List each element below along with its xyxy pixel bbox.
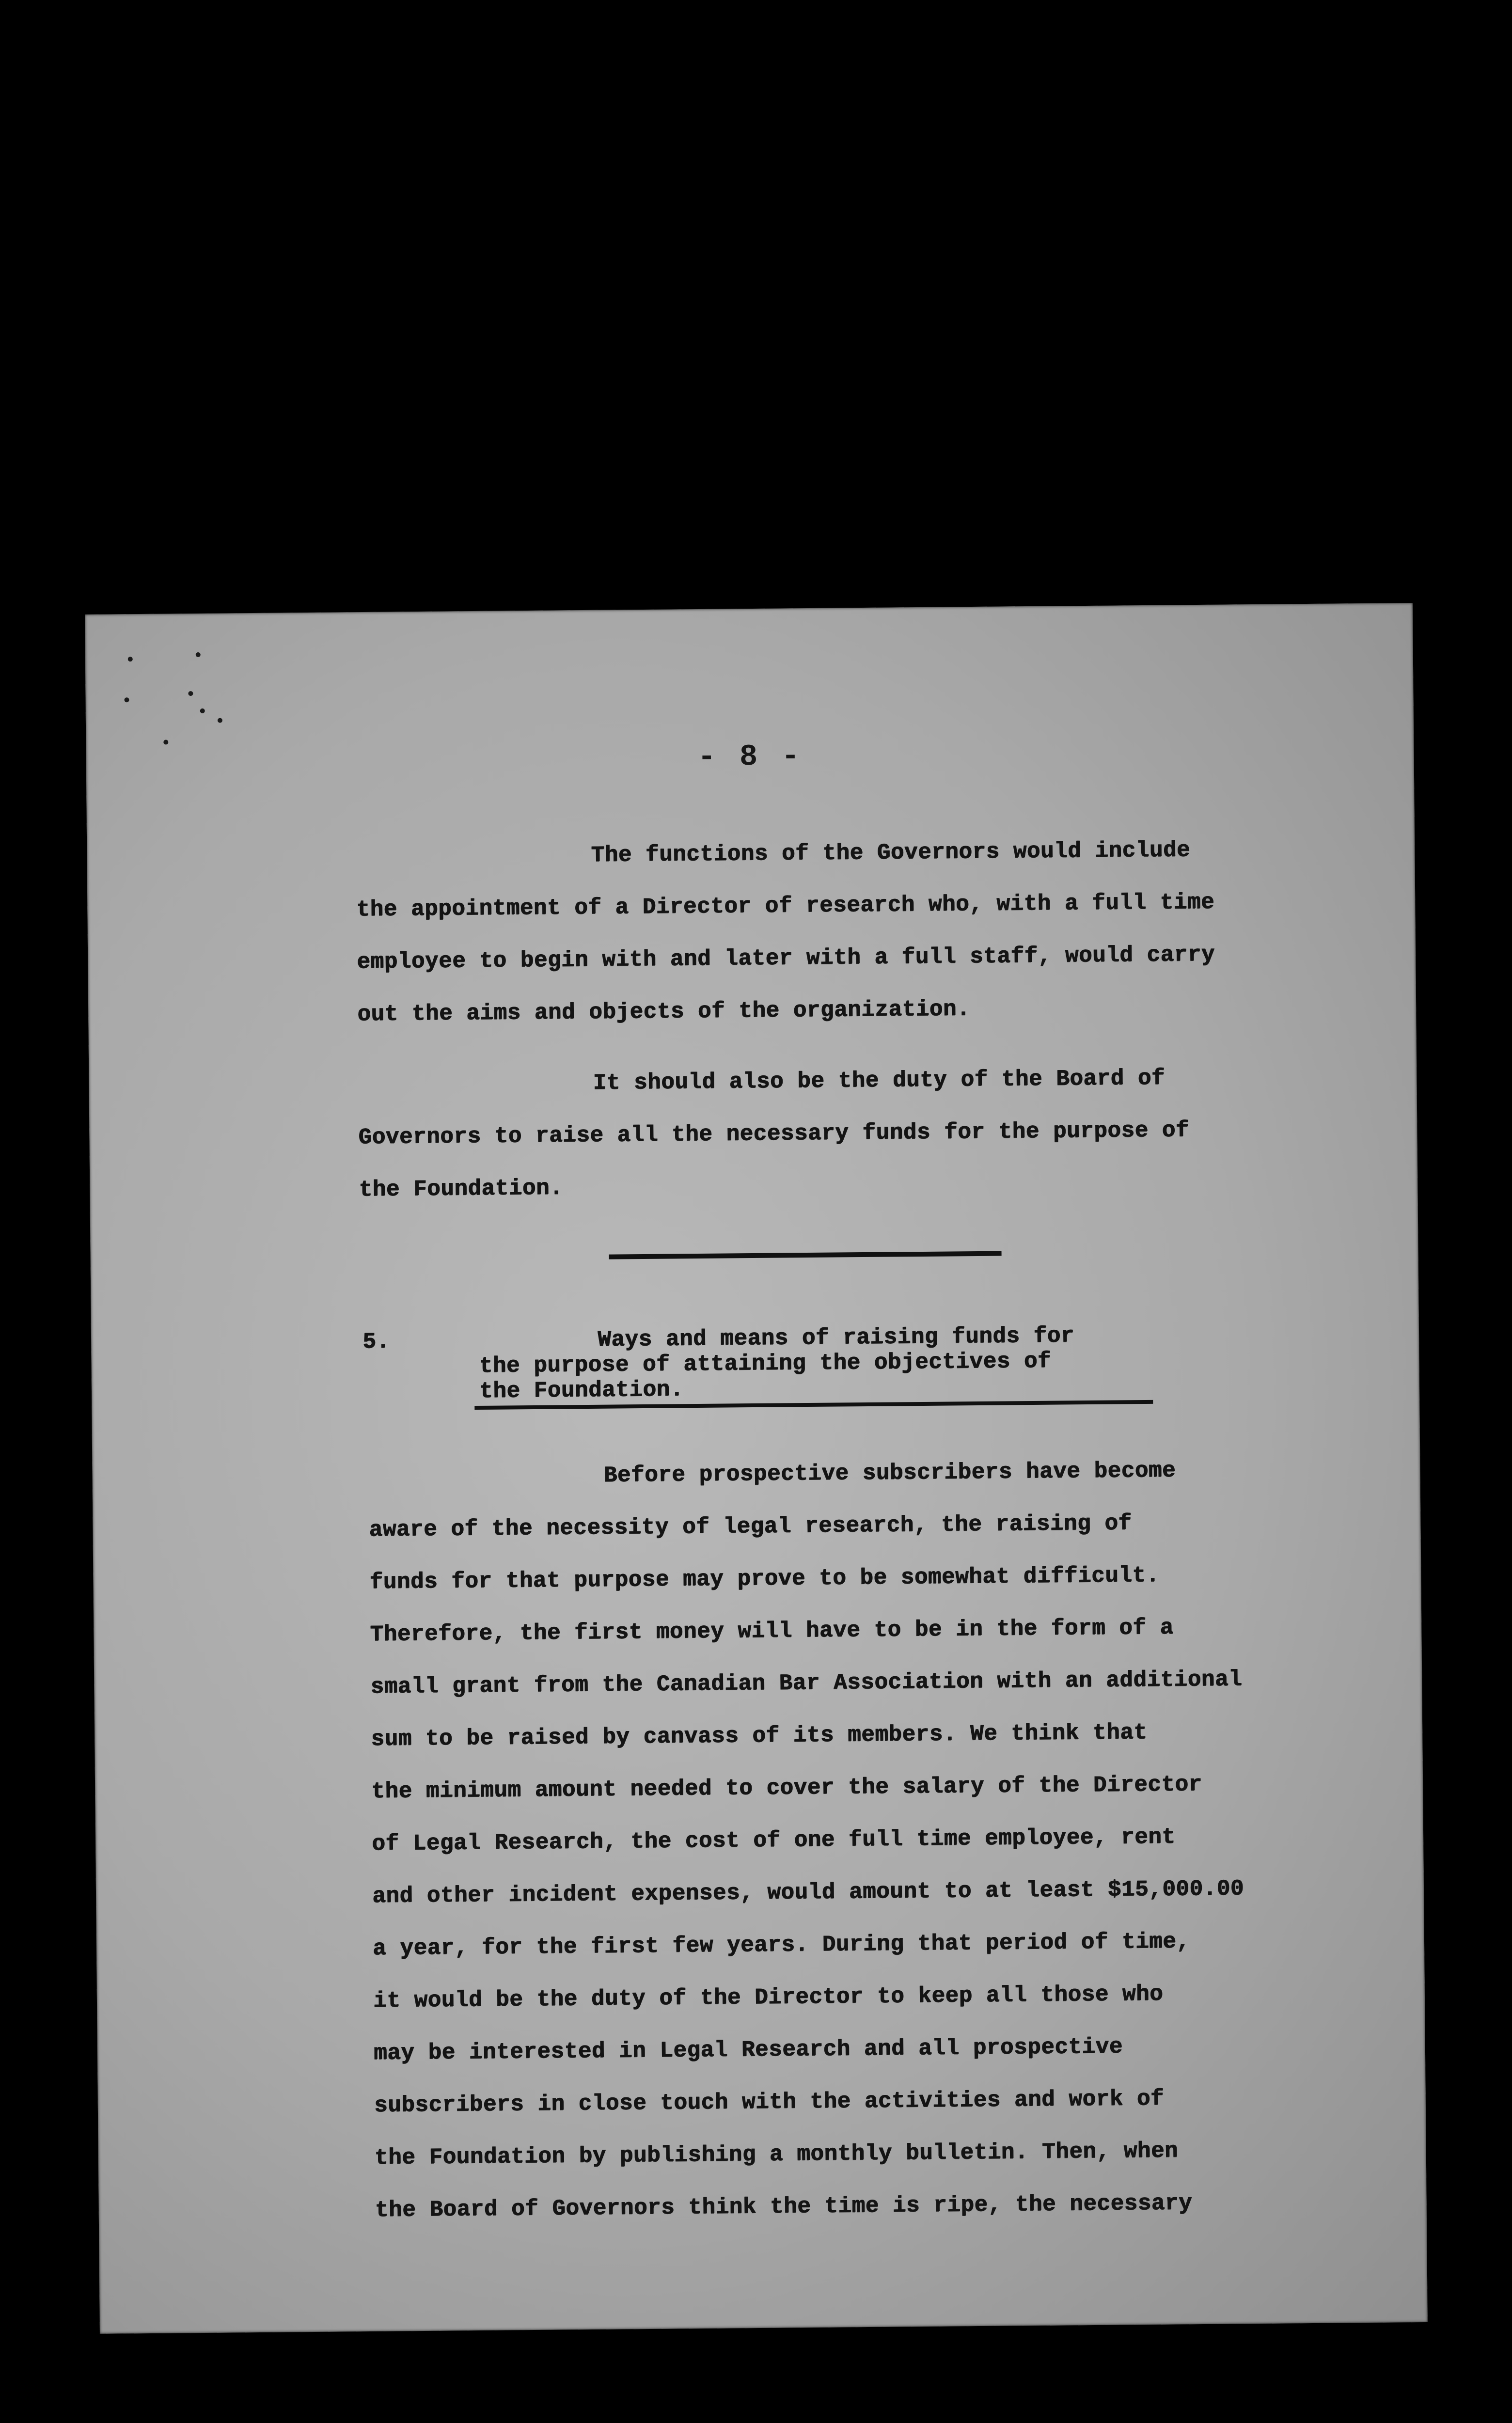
speck: [124, 697, 129, 702]
text-line: Governors to raise all the necessary funds for the purpose of: [358, 1117, 1189, 1150]
text-line: may be interested in Legal Research and all prospective: [373, 2034, 1123, 2066]
text-line: the appointment of a Director of research who, with a full time: [356, 889, 1215, 923]
speck: [200, 708, 205, 713]
page-number: - 8 -: [697, 739, 803, 774]
text-line: It should also be the duty of the Board of: [593, 1065, 1166, 1096]
text-line: The functions of the Governors would include: [591, 837, 1191, 868]
text-line: small grant from the Canadian Bar Association with an additional: [370, 1667, 1243, 1699]
text-line: and other incident expenses, would amount to at least $15,000.00: [372, 1876, 1244, 1909]
heading-line: the Foundation.: [479, 1377, 684, 1404]
text-line: aware of the necessity of legal research, the raising of: [369, 1510, 1132, 1542]
heading-line: Ways and means of raising funds for: [597, 1323, 1074, 1353]
text-line: of Legal Research, the cost of one full time employee, rent: [371, 1824, 1176, 1857]
text-line: subscribers in close touch with the activities and work of: [374, 2086, 1165, 2118]
text-line: sum to be raised by canvass of its members. We think that: [371, 1719, 1148, 1752]
speck: [196, 652, 201, 657]
paragraph-1: [85, 603, 1413, 1027]
speck: [218, 718, 222, 723]
section-number: 5.: [362, 1329, 390, 1355]
text-line: Therefore, the first money will have to be in the form of a: [370, 1615, 1174, 1647]
document-page: [85, 603, 1428, 2334]
text-line: out the aims and objects of the organization.: [357, 996, 971, 1027]
speck: [188, 691, 193, 696]
text-line: funds for that purpose may prove to be somewhat difficult.: [369, 1562, 1160, 1595]
text-line: a year, for the first few years. During that period of time,: [372, 1929, 1190, 1961]
speck: [163, 740, 168, 745]
text-line: the Foundation.: [359, 1175, 564, 1203]
text-line: it would be the duty of the Director to keep all those who: [373, 1981, 1164, 2014]
text-line: employee to begin with and later with a full staff, would carry: [357, 942, 1215, 975]
speck: [128, 657, 133, 661]
text-line: the Foundation by publishing a monthly bulletin. Then, when: [374, 2138, 1179, 2171]
section-divider: [609, 1251, 1002, 1259]
faint-stamp-mark: [316, 1391, 759, 1522]
text-line: the Board of Governors think the time is ripe, the necessary: [375, 2190, 1193, 2223]
text-line: Before prospective subscribers have become: [603, 1458, 1176, 1488]
heading-line: the purpose of attaining the objectives of: [479, 1348, 1052, 1379]
text-line: the minimum amount needed to cover the salary of the Director: [371, 1771, 1202, 1804]
